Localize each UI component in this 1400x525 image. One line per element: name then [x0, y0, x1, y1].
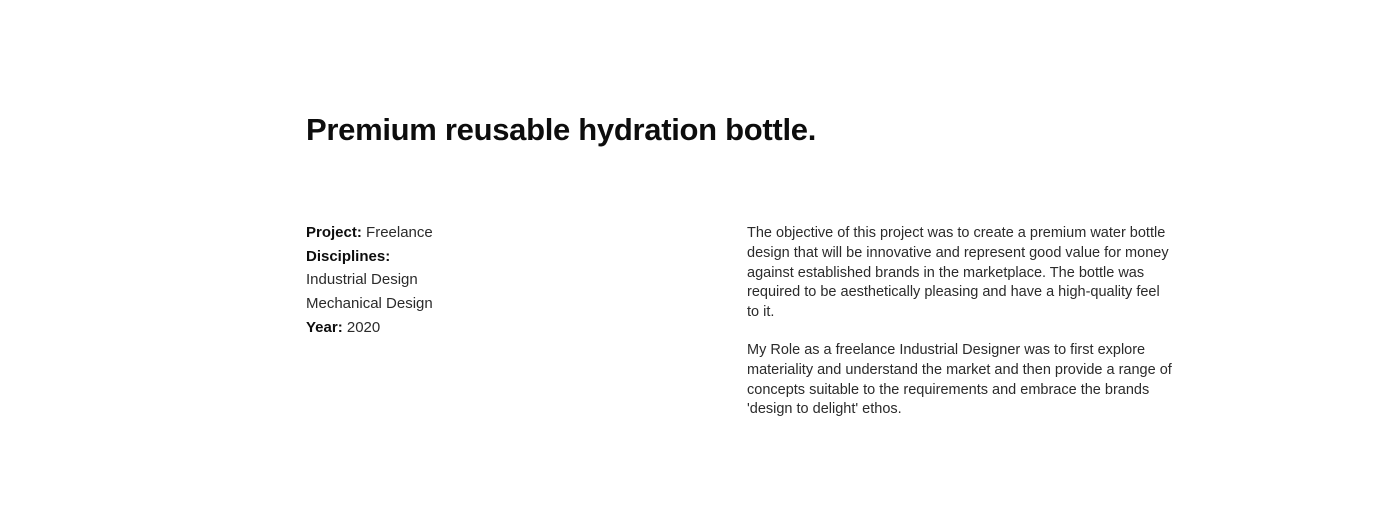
meta-row-project: [306, 221, 666, 245]
discipline-item: Mechanical Design: [306, 295, 433, 313]
description-paragraph: My Role as a freelance Industrial Designer was to first explore materiality and understand the market and then provide a range of concepts suitable to the requirements and embrace the brands 'design to delight' ethos.: [747, 341, 1172, 418]
description-paragraph: The objective of this project was to create a premium water bottle design that will be innovative and represent good value for money against established brands in the marketplace. The bottle was required to be aesthetically pleasing and have a high-quality feel to it.: [747, 225, 1169, 321]
year-label: Year:: [306, 318, 343, 336]
year-value: 2020: [346, 318, 381, 336]
project-description: [747, 224, 1175, 420]
page-title: Premium reusable hydration bottle.: [306, 111, 817, 147]
discipline-item: Industrial Design: [306, 271, 418, 289]
disciplines-label: Disciplines:: [306, 247, 391, 265]
project-label: Project:: [306, 224, 362, 241]
project-value: Freelance: [366, 224, 433, 241]
project-meta: [306, 221, 666, 340]
meta-row-year: [306, 316, 666, 340]
meta-row-disciplines: [306, 245, 666, 269]
